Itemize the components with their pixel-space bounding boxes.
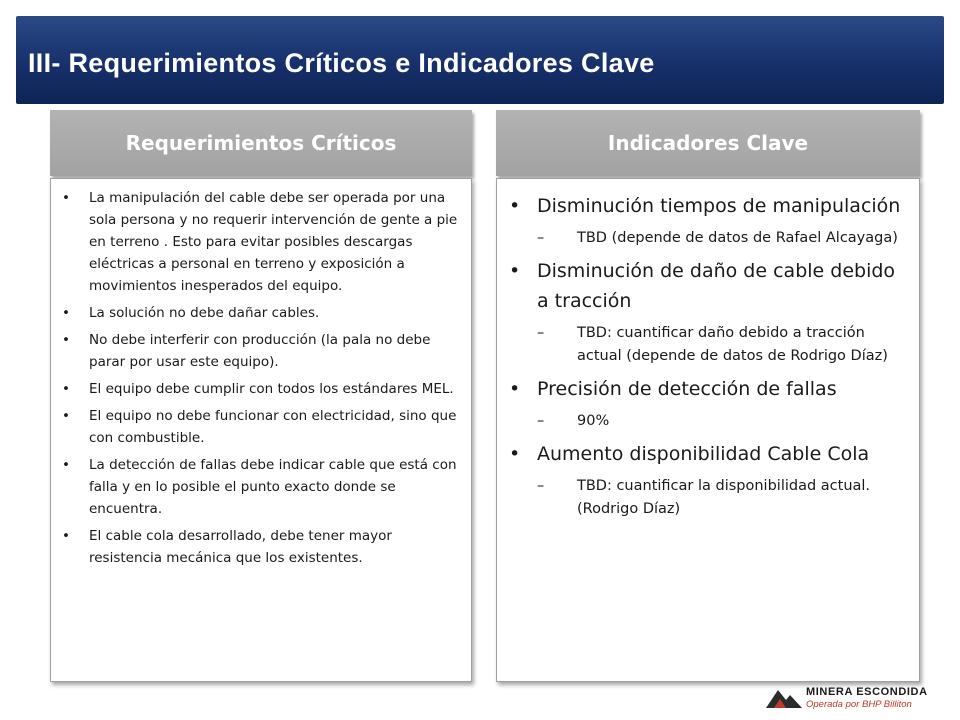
logo-company-name: MINERA ESCONDIDA xyxy=(806,686,928,698)
requirement-text: La solución no debe dañar cables. xyxy=(89,305,320,321)
indicator-item xyxy=(507,191,907,221)
requirement-text: No debe interferir con producción (la pala no debe parar por usar este equipo). xyxy=(89,332,431,370)
logo-subtitle: Operada por BHP Billiton xyxy=(806,699,912,710)
requirement-item xyxy=(59,525,461,569)
requirement-item xyxy=(59,378,461,400)
bullet-icon: • xyxy=(62,332,70,348)
indicator-item xyxy=(507,439,907,469)
minera-escondida-logo xyxy=(766,682,956,716)
requirement-text: La manipulación del cable debe ser operada por una sola persona y no requerir intervención de gente a pie en terreno . Esto para evitar posibles descargas eléctricas a personal en terreno y exposición a movimientos inesperados del equipo. xyxy=(89,190,458,294)
dash-icon: – xyxy=(537,478,545,494)
dash-icon: – xyxy=(537,230,545,246)
bullet-icon: • xyxy=(62,190,70,206)
indicator-subtext: TBD: cuantificar daño debido a tracción actual (depende de datos de Rodrigo Díaz) xyxy=(577,325,888,364)
indicator-text: Disminución de daño de cable debido a tracción xyxy=(537,260,896,312)
indicator-group xyxy=(507,439,907,521)
requirements-panel xyxy=(50,178,472,682)
bullet-icon: • xyxy=(509,378,521,400)
indicator-subitem xyxy=(507,475,907,521)
indicator-item xyxy=(507,256,907,316)
bullet-icon: • xyxy=(509,195,521,217)
requirement-text: La detección de fallas debe indicar cable que está con falla y en lo posible el punto exacto donde se encuentra. xyxy=(89,457,457,517)
requirement-text: El equipo debe cumplir con todos los estándares MEL. xyxy=(89,381,454,397)
indicators-panel xyxy=(496,178,920,682)
requirement-item xyxy=(59,302,461,324)
requirement-item xyxy=(59,405,461,449)
bullet-icon: • xyxy=(62,408,70,424)
indicator-text: Disminución tiempos de manipulación xyxy=(537,195,901,217)
indicator-group xyxy=(507,374,907,433)
bullet-icon: • xyxy=(62,528,70,544)
bullet-icon: • xyxy=(509,260,521,282)
bullet-icon: • xyxy=(62,305,70,321)
requirement-item xyxy=(59,329,461,373)
indicator-subitem xyxy=(507,322,907,368)
bullet-icon: • xyxy=(509,443,521,465)
requirements-header: Requerimientos Críticos xyxy=(50,110,472,176)
indicator-subitem xyxy=(507,227,907,250)
title-banner xyxy=(16,16,944,104)
requirement-text: El cable cola desarrollado, debe tener mayor resistencia mecánica que los existentes. xyxy=(89,528,392,566)
bullet-icon: • xyxy=(62,457,70,473)
indicator-subitem xyxy=(507,410,907,433)
indicator-group xyxy=(507,256,907,368)
indicator-item xyxy=(507,374,907,404)
requirements-list xyxy=(59,187,461,574)
dash-icon: – xyxy=(537,413,545,429)
indicator-group xyxy=(507,191,907,250)
indicator-subtext: TBD: cuantificar la disponibilidad actual. (Rodrigo Díaz) xyxy=(577,478,871,517)
requirement-item xyxy=(59,454,461,520)
indicator-subtext: TBD (depende de datos de Rafael Alcayaga) xyxy=(577,230,898,246)
bullet-icon: • xyxy=(62,381,70,397)
dash-icon: – xyxy=(537,325,545,341)
indicators-list xyxy=(507,185,907,527)
slide-title: III- Requerimientos Críticos e Indicadores Clave xyxy=(28,48,655,78)
mountain-logo-icon xyxy=(766,686,802,710)
indicators-header: Indicadores Clave xyxy=(496,110,920,176)
requirement-item xyxy=(59,187,461,297)
requirement-text: El equipo no debe funcionar con electricidad, sino que con combustible. xyxy=(89,408,457,446)
indicator-text: Aumento disponibilidad Cable Cola xyxy=(537,443,870,465)
indicator-subtext: 90% xyxy=(577,413,610,429)
indicator-text: Precisión de detección de fallas xyxy=(537,378,837,400)
